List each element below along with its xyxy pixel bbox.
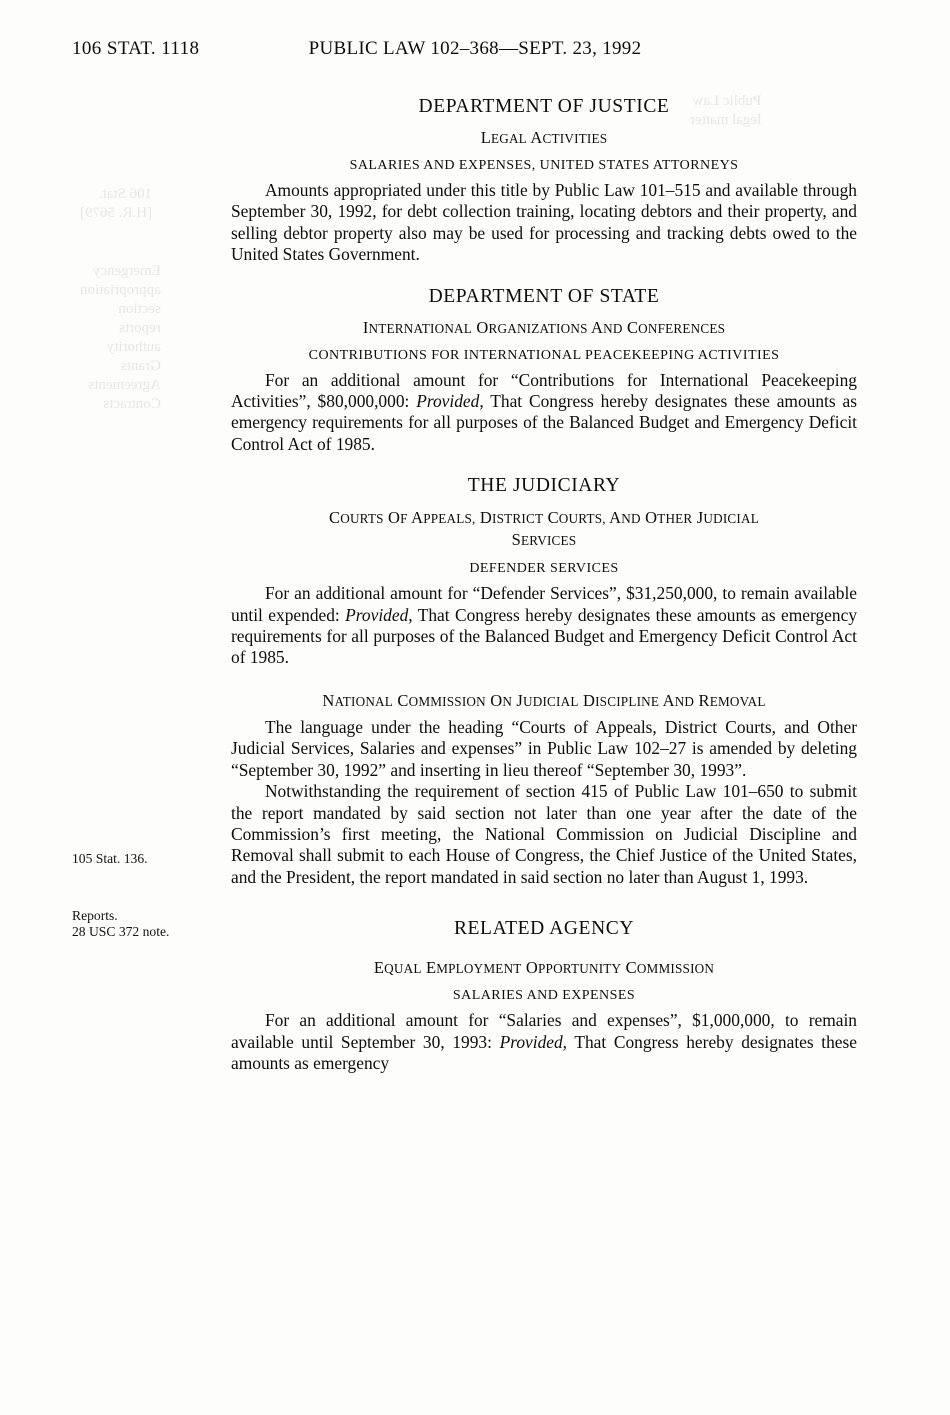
paragraph-commission-report: Notwithstanding the requirement of section 415 of Public Law 101–650 to submit the report mandated by said section not later than one year after the date of the Commission’s first meeting, the National Commission on Judicial Discipline and Removal shall submit to each House of Congress, the Chief Justice of the United States, and the President, the report mandated in said section no later than August 1, 1993. <box>231 781 857 887</box>
public-law-title: PUBLIC LAW 102–368—SEPT. 23, 1992 <box>308 38 642 59</box>
heading-the-judiciary: THE JUDICIARY <box>467 475 621 497</box>
heading-department-of-justice: DEPARTMENT OF JUSTICE <box>418 96 670 117</box>
subheading-salaries-us-attorneys: SALARIES AND EXPENSES, UNITED STATES ATTORNEYS <box>349 158 739 173</box>
margin-note-usc-ref: 28 USC 372 note. <box>72 924 170 939</box>
paragraph-eeoc-salaries <box>231 1010 857 1074</box>
margin-note-stat-ref <box>72 851 222 867</box>
subheading-courts-line2: SERVICES <box>511 530 577 550</box>
subheading-intl-orgs-conferences: INTERNATIONAL ORGANIZATIONS AND CONFERENCES <box>362 317 726 337</box>
paragraph-state-part-a: For an additional amount for “Contributions for International Peacekeeping Activities”, $80,000,000: <box>231 369 857 412</box>
subheading-legal-activities: LEGAL ACTIVITIES <box>480 128 608 147</box>
page-showthrough-artifact-2: 106 Stat. [H.R. 5679] <box>80 186 153 221</box>
subheading-eeoc: EQUAL EMPLOYMENT OPPORTUNITY COMMISSION <box>373 958 715 978</box>
paragraph-eeoc-part-a: For an additional amount for “Salaries and expenses”, $1,000,000, to remain available until September 30, 1993: <box>231 1010 857 1052</box>
running-head <box>0 38 950 62</box>
paragraph-defender-provided: Provided, <box>345 604 413 625</box>
main-text-column <box>231 82 857 1074</box>
paragraph-defender-part-a: For an additional amount for “Defender Services”, $31,250,000, to remain available until expended: <box>231 583 857 625</box>
paragraph-eeoc-part-b: That Congress hereby designates these amounts as emergency <box>231 1031 858 1073</box>
paragraph-state-part-b: That Congress hereby designates these amounts as emergency requirements for all purposes of the Balanced Budget and Emergency Deficit Control Act of 1985. <box>231 391 858 454</box>
heading-related-agency: RELATED AGENCY <box>453 918 635 940</box>
paragraph-state-provided: Provided, <box>416 391 484 412</box>
subheading-national-commission: NATIONAL COMMISSION ON JUDICIAL DISCIPLINE AND REMOVAL <box>322 690 766 710</box>
margin-note-stat-ref-text: 105 Stat. 136. <box>72 851 148 866</box>
paragraph-eeoc-provided: Provided, <box>499 1031 568 1052</box>
subheading-defender-services: DEFENDER SERVICES <box>469 561 619 577</box>
subheading-salaries-and-expenses: SALARIES AND EXPENSES <box>452 988 636 1004</box>
subheading-courts-line1: COURTS OF APPEALS, DISTRICT COURTS, AND OTHER JUDICIAL <box>329 508 759 528</box>
subheading-courts-of-appeals <box>231 507 857 551</box>
margin-note-reports <box>72 908 222 940</box>
paragraph-defender-part-b: That Congress hereby designates these amounts as emergency requirements for all purposes of the Balanced Budget and Emergency Deficit Control Act of 1985. <box>231 604 858 668</box>
margin-note-reports-label: Reports. <box>72 908 118 923</box>
paragraph-defender-services <box>231 583 857 669</box>
paragraph-doj-amounts: Amounts appropriated under this title by Public Law 101–515 and available through September 30, 1992, for debt collection training, locating debtors and their property, and selling debtor property also may be used for processing and tracking debts owed to the United States Government. <box>231 180 857 265</box>
paragraph-commission-language: The language under the heading “Courts of Appeals, District Courts, and Other Judicial Services, Salaries and expenses” in Public Law 102–27 is amended by deleting “September 30, 1992” and inserting in lieu thereof “September 30, 1993”. <box>231 716 857 780</box>
heading-department-of-state: DEPARTMENT OF STATE <box>428 285 660 307</box>
page-showthrough-artifact-3: Emergency appropriation section reports authority Grants Agreements Contracts <box>80 263 161 412</box>
page-showthrough-artifact: Public Law legal matter <box>690 93 762 128</box>
paragraph-state-peacekeeping <box>231 370 857 456</box>
subheading-contributions-peacekeeping: CONTRIBUTIONS FOR INTERNATIONAL PEACEKEEPING ACTIVITIES <box>308 347 780 363</box>
page-number-left: 106 STAT. 1118 <box>72 38 200 59</box>
